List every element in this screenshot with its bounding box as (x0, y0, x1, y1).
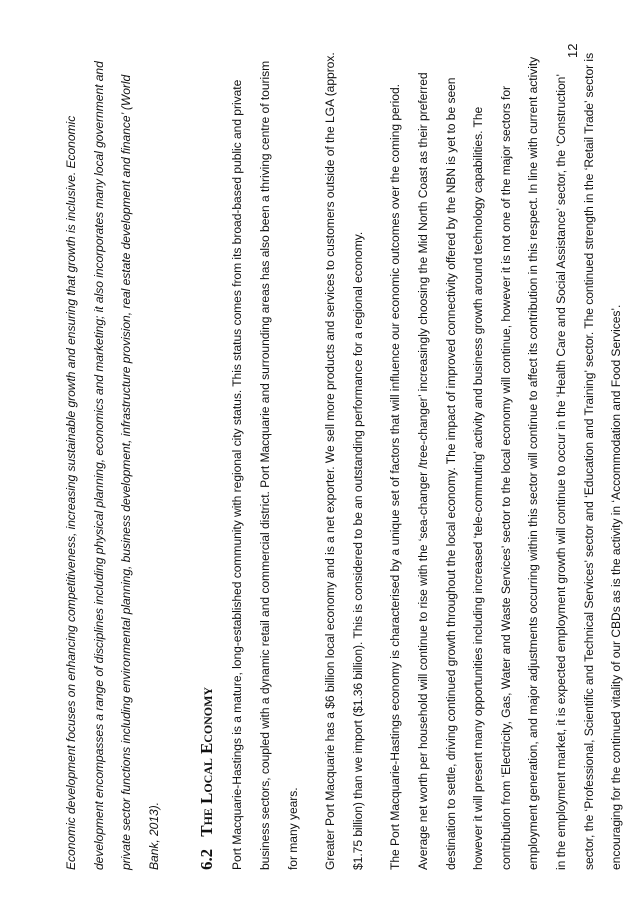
intro-quote: Economic development focuses on enhancing competitiveness, increasing sustainable growth and ensuring that growth is inclusive. Economic development encompasses a range of disciplines including physical planning, economics and marketing; it also incorporates many local government and private sector functions including environmental planning, business development, infrastructure provision, real estate development and finance’ (World Bank, 2013). (64, 61, 161, 870)
paragraph: Greater Port Macquarie has a $6 billion local economy and is a net exporter. We sell more products and services to customers outside of the LGA (approx. $1.75 billion) than we import ($1.36 billion). This is considered to be an outstanding performance for a regional economy. (323, 52, 365, 870)
page-content (58, 50, 625, 870)
paragraph: Port Macquarie-Hastings is a mature, long-established community with regional city status. This status comes from its broad-based public and private business sectors, coupled with a dynamic retail and commercial district. Port Macquarie and surrounding areas has also been a thriving centre of tourism for many years. (230, 60, 300, 870)
section-heading (192, 50, 222, 870)
section-title: The Local Economy (197, 687, 217, 837)
section-number: 6.2 (197, 848, 217, 870)
paragraph: The Port Macquarie-Hastings economy is characterised by a unique set of factors that will influence our economic outcomes over the coming period. Average net worth per household will continue to rise with the ‘sea-changer /tree-changer’ increasingly choosing the Mid North Coast as their preferred destination to settle, driving continued growth throughout the local economy. The impact of improved connectivity offered by the NBN is yet to be seen however it will present many opportunities including increased ‘tele-commuting’ activity and business growth around technology capabilities. The contribution from ‘Electricity, Gas, Water and Waste Services’ sector to the local economy will continue, however it is not one of the major sectors for employment generation, and major adjustments occurring within this sector will continue to affect its contribution in this respect. In line with current activity in the employment market, it is expected employment growth will continue to occur in the ‘Health Care and Social Assistance’ sector, the ‘Construction’ sector, the ‘Professional, Scientific and Technical Services’ sector and ‘Education and Training’ sector. The continued strength in the ‘Retail Trade’ sector is encouraging for the continued vitality of our CBDs as is the activity in ‘Accommodation and Food Services’. (388, 52, 624, 870)
page-number: 12 (565, 43, 580, 58)
